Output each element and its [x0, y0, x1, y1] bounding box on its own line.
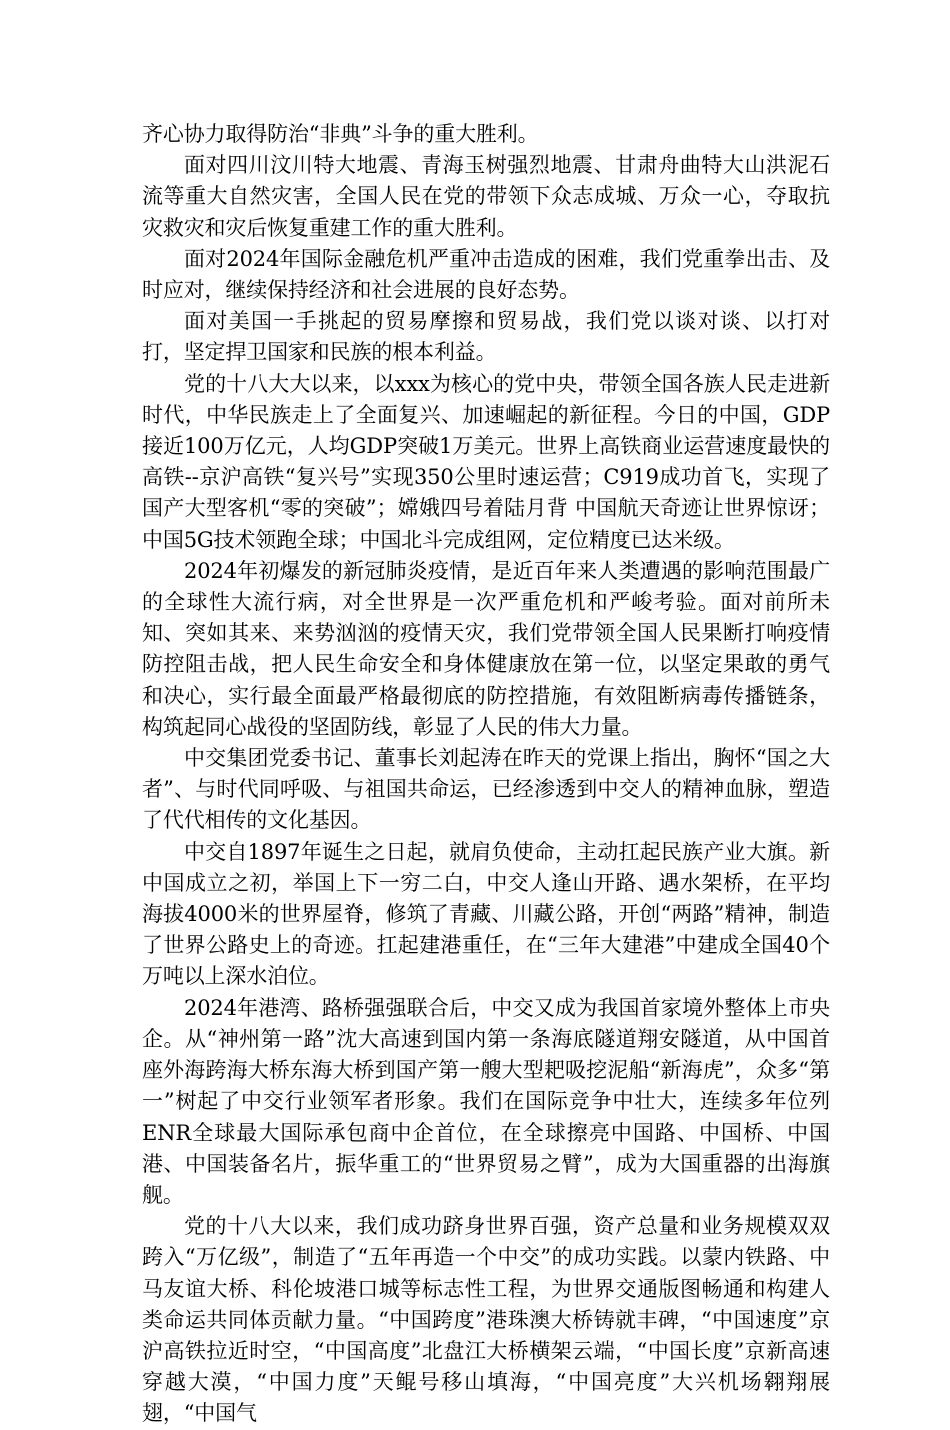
paragraph-continued: 齐心协力取得防治“非典”斗争的重大胜利。: [142, 122, 539, 146]
document-body: [142, 119, 830, 1430]
paragraph-trade-war: 面对美国一手挑起的贸易摩擦和贸易战，我们党以谈对谈、以打对打，坚定捍卫国家和民族的根本利益。: [142, 309, 830, 365]
paragraph-history-1897: 中交自1897年诞生之日起，就肩负使命，主动扛起民族产业大旗。新中国成立之初，举国上下一穷二白，中交人逢山开路、遇水架桥，在平均海拔4000米的世界屋脊，修筑了青藏、川藏公路，开创“两路”精神，制造了世界公路史上的奇迹。扛起建港重任，在“三年大建港”中建成全国40个万吨以上深水泊位。: [142, 839, 830, 989]
paragraph-financial-crisis: 面对2024年国际金融危机严重冲击造成的困难，我们党重拳出击、及时应对，继续保持经济和社会进展的良好态势。: [142, 246, 830, 303]
paragraph-new-era: 党的十八大大以来，以xxx为核心的党中央，带领全国各族人民走进新时代，中华民族走上了全面复兴、加速崛起的新征程。今日的中国，GDP接近100万亿元，人均GDP突破1万美元。世界上高铁商业运营速度最快的高铁--京沪高铁“复兴号”实现350公里时速运营；C919成功首飞，实现了国产大型客机“零的突破”；嫦娥四号着陆月背 中国航天奇迹让世界惊讶；中国5G技术领跑全球；中国北斗完成组网，定位精度已达米级。: [142, 371, 830, 552]
paragraph-merger-2024: 2024年港湾、路桥强强联合后，中交又成为我国首家境外整体上市央企。从“神州第一路”沈大高速到国内第一条海底隧道翔安隧道，从中国首座外海跨海大桥东海大桥到国产第一艘大型耙吸挖泥船“新海虎”，众多“第一”树起了中交行业领军者形象。我们在国际竞争中壮大，连续多年位列ENR全球最大国际承包商中企首位，在全球擦亮中国路、中国桥、中国港、中国装备名片，振华重工的“世界贸易之臂”，成为大国重器的出海旗舰。: [142, 995, 830, 1207]
paragraph-party-lesson: 中交集团党委书记、董事长刘起涛在昨天的党课上指出，胸怀“国之大者”、与时代同呼吸、与祖国共命运，已经渗透到中交人的精神血脉，塑造了代代相传的文化基因。: [142, 746, 830, 833]
paragraph-natural-disasters: 面对四川汶川特大地震、青海玉树强烈地震、甘肃舟曲特大山洪泥石流等重大自然灾害，全国人民在党的带领下众志成城、万众一心，夺取抗灾救灾和灾后恢复重建工作的重大胜利。: [142, 153, 830, 240]
paragraph-pandemic: 2024年初爆发的新冠肺炎疫情，是近百年来人类遭遇的影响范围最广的全球性大流行病，对全世界是一次严重危机和严峻考验。面对前所未知、突如其来、来势汹汹的疫情天灾，我们党带领全国人民果断打响疫情防控阻击战，把人民生命安全和身体健康放在第一位，以坚定果敢的勇气和决心，实行最全面最严格最彻底的防控措施，有效阻断病毒传播链条，构筑起同心战役的坚固防线，彰显了人民的伟大力量。: [142, 558, 830, 739]
paragraph-since-18th-congress: 党的十八大以来，我们成功跻身世界百强，资产总量和业务规模双双跨入“万亿级”，制造了“五年再造一个中交”的成功实践。以蒙内铁路、中马友谊大桥、科伦坡港口城等标志性工程，为世界交通版图畅通和构建人类命运共同体贡献力量。“中国跨度”港珠澳大桥铸就丰碑，“中国速度”京沪高铁拉近时空，“中国高度”北盘江大桥横架云端，“中国长度”京新高速穿越大漠，“中国力度”天鲲号移山填海，“中国亮度”大兴机场翱翔展翅，“中国气: [142, 1214, 830, 1426]
